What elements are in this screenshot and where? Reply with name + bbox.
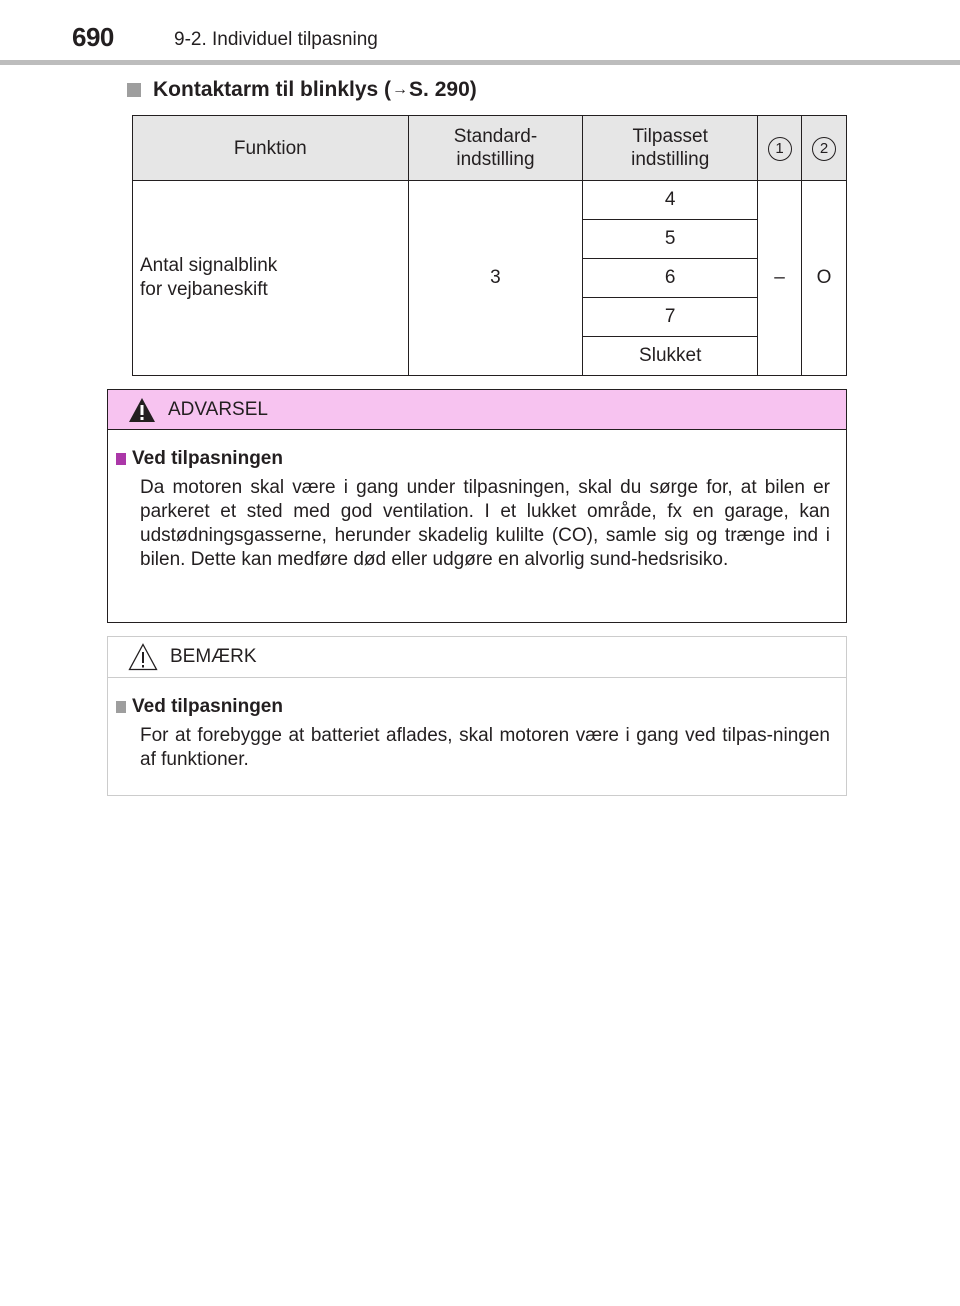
page-number: 690	[72, 22, 114, 52]
option-cell: 7	[583, 298, 758, 337]
subheading-square-icon	[116, 701, 126, 713]
header-function: Funktion	[133, 116, 409, 181]
warning-box	[107, 389, 847, 623]
notice-header	[108, 637, 846, 678]
table-header-row	[133, 116, 847, 181]
option-cell: Slukket	[583, 337, 758, 376]
warning-text: Da motoren skal være i gang under tilpasningen, skal du sørge for, at bilen er parkeret et sted med god ventilation. I et lukket område, fx en garage, kan udstødningsgasserne, herunder skadelig kulilte (CO), samle sig og trænge ind i bilen. Dette kan medføre død eller udgøre en alvorlig sund-hedsrisiko.	[140, 477, 830, 570]
warning-body	[108, 430, 846, 572]
notice-label: BEMÆRK	[170, 646, 257, 667]
option-cell: 6	[583, 259, 758, 298]
warning-label: ADVARSEL	[168, 398, 268, 420]
warning-subheading-text: Ved tilpasningen	[132, 448, 283, 469]
default-value-cell: 3	[408, 181, 583, 376]
header-default: Standard- indstilling	[408, 116, 583, 181]
col1-value-cell: –	[758, 181, 802, 376]
function-cell: Antal signalblink for vejbaneskift	[133, 181, 409, 376]
circled-two-icon: 2	[812, 137, 836, 161]
table-row	[133, 181, 847, 220]
header-col1	[758, 116, 802, 181]
option-cell: 4	[583, 181, 758, 220]
notice-box	[107, 636, 847, 796]
header-col2	[802, 116, 847, 181]
header-rule	[0, 60, 960, 65]
reference-arrow-icon: →	[392, 81, 409, 98]
circled-one-icon: 1	[768, 137, 792, 161]
warning-header	[108, 390, 846, 430]
settings-table	[132, 115, 847, 376]
section-square-icon	[127, 83, 141, 97]
notice-subheading	[116, 696, 830, 718]
section-page-ref[interactable]: S. 290)	[409, 78, 477, 101]
header-custom: Tilpasset indstilling	[583, 116, 758, 181]
subheading-square-icon	[116, 453, 126, 465]
chapter-title: 9-2. Individuel tilpasning	[174, 29, 378, 50]
warning-subheading	[116, 448, 830, 470]
section-title-text: Kontaktarm til blinklys (	[153, 78, 392, 101]
col2-value-cell: O	[802, 181, 847, 376]
notice-body	[108, 678, 846, 772]
notice-subheading-text: Ved tilpasningen	[132, 696, 283, 717]
option-cell: 5	[583, 220, 758, 259]
notice-triangle-icon	[128, 643, 158, 671]
section-title	[127, 78, 477, 102]
warning-triangle-icon	[128, 397, 156, 423]
notice-text: For at forebygge at batteriet aflades, skal motoren være i gang ved tilpas-ningen af funktioner.	[140, 725, 830, 770]
